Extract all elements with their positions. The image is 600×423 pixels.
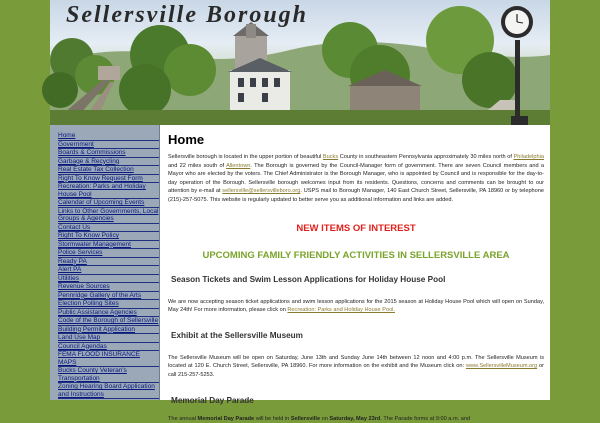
sidebar-link[interactable]: Right To Know Request Form <box>58 174 143 182</box>
main-content <box>162 125 550 422</box>
email-link[interactable]: sellersville@sellersvilleboro.org <box>222 188 301 195</box>
sidebar-link[interactable]: Land Use Map <box>58 334 101 341</box>
sidebar-link[interactable]: Calendar of Upcoming Events <box>58 199 145 206</box>
sidebar-link[interactable]: Links to Other Governments, Local Groups & Agencies <box>58 207 159 222</box>
sidebar-item <box>58 224 159 233</box>
sidebar-link[interactable]: Alert PA <box>58 266 82 273</box>
sidebar-link[interactable]: Stormwater Management <box>58 240 131 248</box>
sidebar-item <box>58 266 159 275</box>
sidebar-item <box>58 208 159 224</box>
sidebar-link[interactable]: Council Agendas <box>58 342 107 350</box>
sidebar-item <box>58 166 159 175</box>
sidebar-item <box>58 158 159 167</box>
parade-bold-1: Memorial Day Parade <box>197 415 255 422</box>
sidebar-item <box>58 309 159 318</box>
sidebar-link[interactable]: Contact Us <box>58 223 91 231</box>
parade-text-3: on <box>320 415 330 422</box>
sidebar-link[interactable]: Zoning Hearing Board Application and Instructions <box>58 383 155 398</box>
sidebar-link[interactable]: Code of the Borough of Sellersville <box>58 317 159 324</box>
intro-text-4: . The Borough is governed by the Council-Manager form of government. There are seven Council members and a Mayor who are elected by the voters. The Chief Administrator is the Borough Manager, who is appointed by Council and is responsible for the day-to-day operation of the Borough. Sellersville borough welcomes input from its residents. Questions, concerns and comments can be brought to our attention by e-mail at <box>168 162 545 195</box>
bucks-link[interactable]: Bucks <box>322 154 339 160</box>
philadelphia-link[interactable]: Philadelphia <box>513 154 544 160</box>
sidebar-link[interactable]: Garbage & Recycling <box>58 157 120 165</box>
intro-text-1: Sellersville borough is located in the upper portion of beautiful <box>168 154 323 160</box>
sidebar-item <box>58 149 159 158</box>
section-parade-text <box>168 415 544 423</box>
sidebar-item <box>58 258 159 267</box>
sidebar-link[interactable]: Election Polling Sites <box>58 300 119 307</box>
sidebar-link[interactable]: Pennridge Gallery of the Arts <box>58 291 142 299</box>
sidebar-item <box>58 351 159 367</box>
sidebar-item <box>58 292 159 301</box>
sidebar-link[interactable]: Right To Know Policy <box>58 232 119 239</box>
sidebar-link[interactable]: Bucks County Veteran's Transportation <box>58 367 127 382</box>
section-museum-title: Exhibit at the Sellersville Museum <box>171 330 303 340</box>
parade-bold-2: Sellersville <box>290 415 321 422</box>
intro-text-5: . USPS mail to Borough Manager, 140 East Church Street, Sellersville, PA 18960 or by telephone (215)-257-5075. This website is regularly updated to better serve you as additional information and links are added. <box>168 188 544 203</box>
recreation-link[interactable]: Recreation: Parks and Holiday House Pool. <box>287 307 395 314</box>
section-pool-text <box>168 298 544 315</box>
sidebar-item <box>58 249 159 258</box>
parade-bold-3: Saturday, May 23rd <box>329 415 381 422</box>
page-frame <box>50 0 550 422</box>
sidebar-item <box>58 132 159 141</box>
site-title: Sellersville Borough <box>66 2 309 28</box>
sidebar-link[interactable]: Police Services <box>58 249 103 256</box>
intro-text-3: and 22 miles south of <box>168 162 227 169</box>
sidebar-link[interactable]: Utilities <box>58 274 79 282</box>
sidebar-item <box>58 300 159 309</box>
sidebar-item <box>58 241 159 250</box>
parade-text-2: will be held in <box>254 415 291 422</box>
sidebar-item <box>58 199 159 208</box>
sidebar-item <box>58 343 159 352</box>
sidebar-item <box>58 275 159 284</box>
section-museum-body-end: or call 215-257-5253. <box>168 363 545 378</box>
sidebar-link[interactable]: Public Assistance Agencies <box>58 308 137 316</box>
sidebar-item <box>58 317 159 326</box>
parade-text-1: The annual <box>168 415 198 422</box>
allentown-link[interactable]: Allentown <box>226 162 251 169</box>
section-museum-body: The Sellersville Museum will be open on Saturday, June 13th and Sunday June 14th between 12 noon and 4:00 p.m. The Sellersville Museum is located at 120 E. Church Street, Sellersville, PA 18960. For more information on the exhibit and the Museum click on: <box>168 354 544 370</box>
sidebar-item <box>58 183 159 199</box>
sidebar-link[interactable]: FEMA FLOOD INSURANCE MAPS <box>58 351 140 366</box>
sidebar-item <box>58 283 159 292</box>
sidebar-item <box>58 334 159 343</box>
intro-text-2: County in southeastern Pennsylvania approximately 30 miles north of <box>338 154 514 160</box>
sidebar-link[interactable]: Real Estate Tax Collection <box>58 166 134 173</box>
sidebar-link[interactable]: Boards & Commissions <box>58 149 126 156</box>
section-parade-title: Memorial Day Parade <box>171 395 254 405</box>
news-heading: NEW ITEMS OF INTEREST <box>296 222 416 234</box>
section-pool-body: We are now accepting season ticket applications and swim lesson applications for the 2015 season at Holiday House Pool which will open on Sunday, May 24th! For more information, please click on <box>168 298 544 314</box>
sidebar-link[interactable]: Revenue Sources <box>58 283 110 290</box>
sidebar-link[interactable]: Ready PA <box>58 257 87 265</box>
sidebar-item <box>58 141 159 150</box>
page-title: Home <box>168 132 205 147</box>
section-museum-text <box>168 354 544 380</box>
intro-paragraph <box>168 153 544 205</box>
parade-text-4: . The Parade forms at 9:00 a.m. and <box>380 415 471 422</box>
sidebar-item <box>58 367 159 383</box>
museum-link[interactable]: www.SellersvilleMuseum.org <box>465 363 538 370</box>
events-heading: UPCOMING FAMILY FRIENDLY ACTIVITIES IN SELLERSVILLE AREA <box>202 249 510 261</box>
sidebar-item <box>58 175 159 184</box>
sidebar-nav-list <box>58 132 159 399</box>
header-banner <box>50 0 550 125</box>
sidebar-nav <box>50 125 160 400</box>
sidebar-item <box>58 326 159 335</box>
section-pool-title: Season Tickets and Swim Lesson Applications for Holiday House Pool <box>171 274 446 284</box>
sidebar-link[interactable]: Government <box>58 140 94 148</box>
sidebar-item <box>58 232 159 241</box>
sidebar-link[interactable]: Home <box>58 132 76 139</box>
sidebar-link[interactable]: Building Permit Application <box>58 325 135 333</box>
sidebar-item <box>58 383 159 399</box>
sidebar-link[interactable]: Recreation: Parks and Holiday House Pool <box>58 183 146 198</box>
